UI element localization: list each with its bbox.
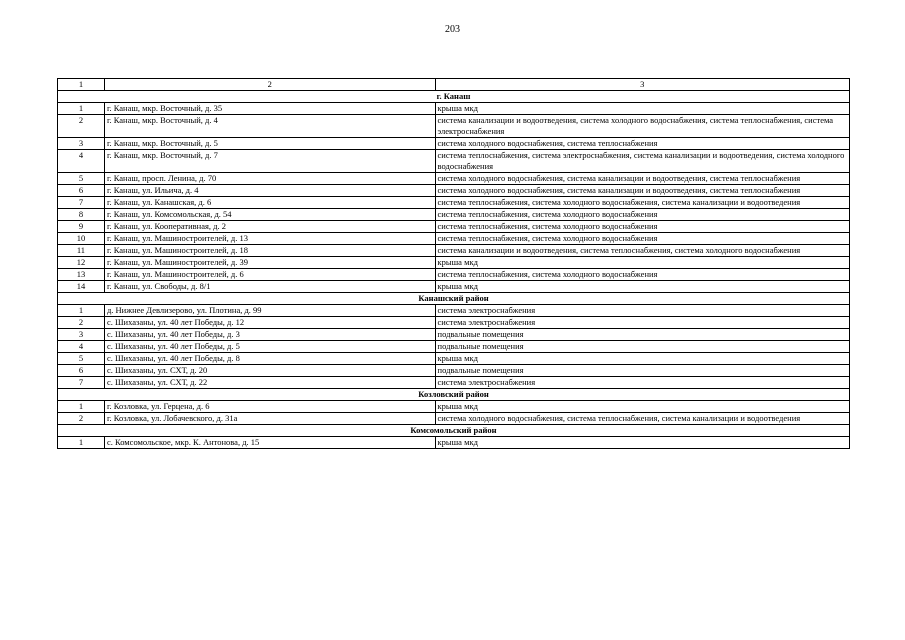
row-number: 2 [58, 317, 105, 329]
section-row [58, 293, 850, 305]
row-systems: крыша мкд [435, 281, 849, 293]
row-address: с. Шихазаны, ул. 40 лет Победы, д. 12 [104, 317, 435, 329]
row-systems: система теплоснабжения, система холодного водоснабжения [435, 221, 849, 233]
row-systems: система теплоснабжения, система электроснабжения, система канализации и водоотведения, система холодного водоснабжения [435, 150, 849, 173]
row-number: 7 [58, 377, 105, 389]
row-address: г. Канаш, ул. Машиностроителей, д. 39 [104, 257, 435, 269]
row-systems: система холодного водоснабжения, система канализации и водоотведения, система теплоснабжения [435, 173, 849, 185]
row-address: г. Канаш, мкр. Восточный, д. 5 [104, 138, 435, 150]
row-systems: крыша мкд [435, 401, 849, 413]
table-row [58, 269, 850, 281]
row-number: 6 [58, 185, 105, 197]
table-row [58, 281, 850, 293]
row-number: 5 [58, 353, 105, 365]
table-row [58, 329, 850, 341]
row-number: 12 [58, 257, 105, 269]
row-address: с. Шихазаны, ул. 40 лет Победы, д. 8 [104, 353, 435, 365]
row-address: г. Канаш, мкр. Восточный, д. 7 [104, 150, 435, 173]
row-systems: подвальные помещения [435, 341, 849, 353]
row-address: г. Канаш, ул. Комсомольская, д. 54 [104, 209, 435, 221]
row-address: г. Козловка, ул. Лобачевского, д. 31а [104, 413, 435, 425]
row-number: 9 [58, 221, 105, 233]
row-systems: крыша мкд [435, 437, 849, 449]
row-address: с. Шихазаны, ул. СХТ, д. 22 [104, 377, 435, 389]
row-systems: крыша мкд [435, 353, 849, 365]
row-number: 13 [58, 269, 105, 281]
row-systems: система канализации и водоотведения, система холодного водоснабжения, система теплоснабжения, система электроснабжения [435, 115, 849, 138]
row-number: 1 [58, 401, 105, 413]
table-row [58, 173, 850, 185]
table-row [58, 437, 850, 449]
table-row [58, 138, 850, 150]
row-systems: система электроснабжения [435, 377, 849, 389]
row-number: 7 [58, 197, 105, 209]
header-col-1: 1 [58, 79, 105, 91]
row-systems: система теплоснабжения, система холодного водоснабжения [435, 233, 849, 245]
row-number: 1 [58, 305, 105, 317]
row-address: с. Комсомольское, мкр. К. Антонова, д. 15 [104, 437, 435, 449]
table-row [58, 209, 850, 221]
section-row [58, 389, 850, 401]
section-title: Комсомольский район [58, 425, 850, 437]
table-row [58, 305, 850, 317]
row-address: г. Канаш, мкр. Восточный, д. 4 [104, 115, 435, 138]
table-row [58, 197, 850, 209]
table-row [58, 233, 850, 245]
table-row [58, 377, 850, 389]
section-title: Канашский район [58, 293, 850, 305]
table-row [58, 150, 850, 173]
table-row [58, 365, 850, 377]
row-address: с. Шихазаны, ул. СХТ, д. 20 [104, 365, 435, 377]
row-number: 3 [58, 329, 105, 341]
row-address: г. Канаш, ул. Машиностроителей, д. 18 [104, 245, 435, 257]
row-systems: система холодного водоснабжения, система теплоснабжения, система канализации и водоотведения [435, 413, 849, 425]
row-systems: система холодного водоснабжения, система теплоснабжения [435, 138, 849, 150]
row-number: 1 [58, 437, 105, 449]
table-row [58, 245, 850, 257]
table-row [58, 401, 850, 413]
row-number: 2 [58, 115, 105, 138]
row-systems: система холодного водоснабжения, система канализации и водоотведения, система теплоснабжения [435, 185, 849, 197]
row-systems: подвальные помещения [435, 329, 849, 341]
row-number: 4 [58, 150, 105, 173]
row-systems: система электроснабжения [435, 317, 849, 329]
table-row [58, 221, 850, 233]
row-systems: крыша мкд [435, 257, 849, 269]
section-title: г. Канаш [58, 91, 850, 103]
row-systems: крыша мкд [435, 103, 849, 115]
header-col-3: 3 [435, 79, 849, 91]
row-number: 4 [58, 341, 105, 353]
table-row [58, 341, 850, 353]
section-row [58, 91, 850, 103]
table-row [58, 317, 850, 329]
header-col-2: 2 [104, 79, 435, 91]
registry-table [57, 78, 850, 449]
table-row [58, 185, 850, 197]
row-address: д. Нижнее Девлизерово, ул. Плотина, д. 99 [104, 305, 435, 317]
row-systems: система канализации и водоотведения, система теплоснабжения, система холодного водоснабжения [435, 245, 849, 257]
row-systems: подвальные помещения [435, 365, 849, 377]
row-number: 6 [58, 365, 105, 377]
section-title: Козловский район [58, 389, 850, 401]
table-row [58, 115, 850, 138]
row-address: г. Канаш, просп. Ленина, д. 70 [104, 173, 435, 185]
row-address: г. Канаш, мкр. Восточный, д. 35 [104, 103, 435, 115]
table-row [58, 257, 850, 269]
table-row [58, 353, 850, 365]
row-address: г. Канаш, ул. Канашская, д. 6 [104, 197, 435, 209]
row-number: 5 [58, 173, 105, 185]
row-systems: система теплоснабжения, система холодного водоснабжения [435, 209, 849, 221]
page-number: 203 [445, 24, 460, 35]
table-row [58, 413, 850, 425]
row-address: с. Шихазаны, ул. 40 лет Победы, д. 3 [104, 329, 435, 341]
row-number: 2 [58, 413, 105, 425]
row-systems: система теплоснабжения, система холодного водоснабжения, система канализации и водоотведения [435, 197, 849, 209]
row-address: с. Шихазаны, ул. 40 лет Победы, д. 5 [104, 341, 435, 353]
row-address: г. Канаш, ул. Свободы, д. 8/1 [104, 281, 435, 293]
section-row [58, 425, 850, 437]
row-number: 11 [58, 245, 105, 257]
row-number: 3 [58, 138, 105, 150]
row-address: г. Канаш, ул. Машиностроителей, д. 6 [104, 269, 435, 281]
row-number: 8 [58, 209, 105, 221]
row-address: г. Канаш, ул. Ильича, д. 4 [104, 185, 435, 197]
row-address: г. Канаш, ул. Кооперативная, д. 2 [104, 221, 435, 233]
row-systems: система электроснабжения [435, 305, 849, 317]
row-address: г. Канаш, ул. Машиностроителей, д. 13 [104, 233, 435, 245]
table-header-row [58, 79, 850, 91]
registry-table-body [58, 79, 850, 449]
row-systems: система теплоснабжения, система холодного водоснабжения [435, 269, 849, 281]
row-number: 10 [58, 233, 105, 245]
row-address: г. Козловка, ул. Герцена, д. 6 [104, 401, 435, 413]
table-row [58, 103, 850, 115]
row-number: 1 [58, 103, 105, 115]
row-number: 14 [58, 281, 105, 293]
